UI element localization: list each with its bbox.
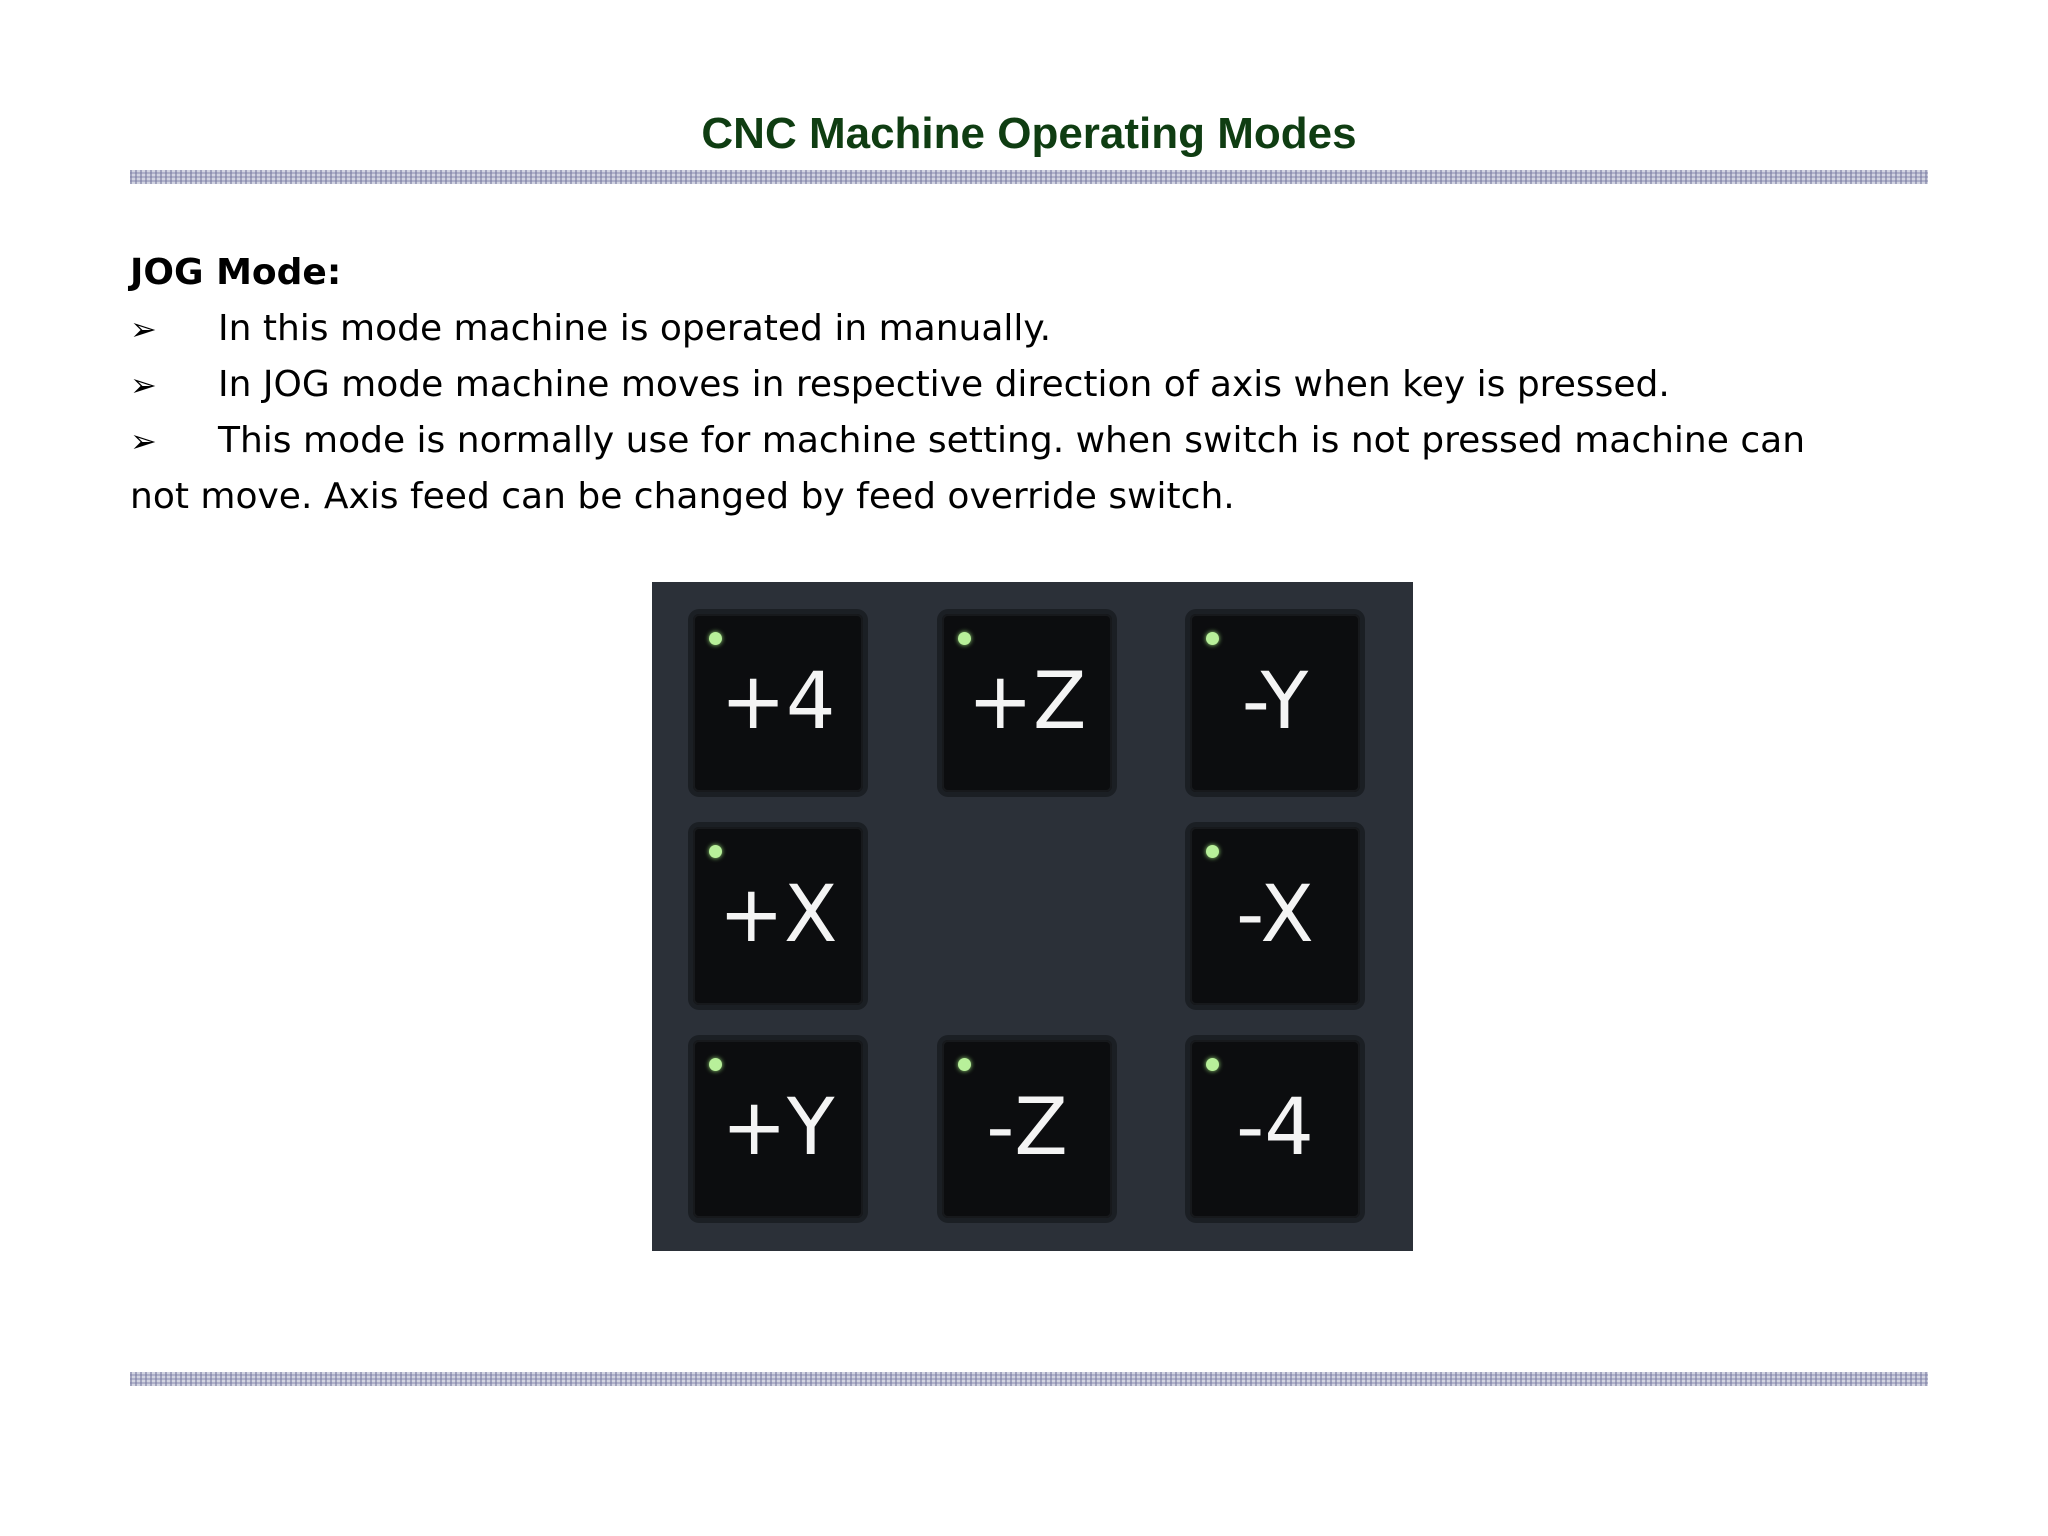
- top-divider: [130, 170, 1928, 184]
- bullet-text: In JOG mode machine moves in respective direction of axis when key is pressed.: [218, 364, 1670, 405]
- section-heading: JOG Mode:: [130, 252, 342, 293]
- jog-key-plus-y[interactable]: [693, 1040, 863, 1218]
- led-indicator-icon: [709, 1058, 722, 1071]
- led-indicator-icon: [1206, 632, 1219, 645]
- led-indicator-icon: [958, 1058, 971, 1071]
- bullet-continuation: not move. Axis feed can be changed by feed override switch.: [130, 476, 1235, 517]
- jog-key-minus-x[interactable]: [1190, 827, 1360, 1005]
- bullet-item: [130, 301, 1890, 357]
- led-indicator-icon: [1206, 1058, 1219, 1071]
- slide-title: CNC Machine Operating Modes: [701, 109, 1357, 158]
- jog-key-plus-z[interactable]: [942, 614, 1112, 792]
- jog-key-label: -Y: [1241, 657, 1309, 747]
- jog-key-label: +Y: [721, 1083, 835, 1173]
- jog-key-label: -Z: [986, 1083, 1068, 1173]
- led-indicator-icon: [958, 632, 971, 645]
- bullet-text: This mode is normally use for machine setting. when switch is not pressed machine can: [218, 420, 1806, 461]
- arrow-bullet-icon: ➢: [130, 310, 157, 348]
- jog-key-label: +Z: [967, 657, 1087, 747]
- bottom-divider: [130, 1372, 1928, 1386]
- jog-key-label: -X: [1236, 870, 1314, 960]
- jog-key-minus-z[interactable]: [942, 1040, 1112, 1218]
- arrow-bullet-icon: ➢: [130, 422, 157, 460]
- jog-key-label: +X: [718, 870, 838, 960]
- bullet-item: [130, 413, 1890, 469]
- slide-content: [130, 245, 1890, 524]
- jog-key-minus-4[interactable]: [1190, 1040, 1360, 1218]
- bullet-item: [130, 357, 1890, 413]
- jog-key-panel: [652, 582, 1413, 1251]
- led-indicator-icon: [709, 632, 722, 645]
- jog-key-plus-4[interactable]: [693, 614, 863, 792]
- bullet-list: [130, 301, 1890, 524]
- bullet-text: In this mode machine is operated in manually.: [218, 308, 1052, 349]
- led-indicator-icon: [709, 845, 722, 858]
- led-indicator-icon: [1206, 845, 1219, 858]
- arrow-bullet-icon: ➢: [130, 366, 157, 404]
- jog-key-label: -4: [1236, 1083, 1314, 1173]
- jog-key-plus-x[interactable]: [693, 827, 863, 1005]
- jog-key-minus-y[interactable]: [1190, 614, 1360, 792]
- jog-key-label: +4: [720, 657, 836, 747]
